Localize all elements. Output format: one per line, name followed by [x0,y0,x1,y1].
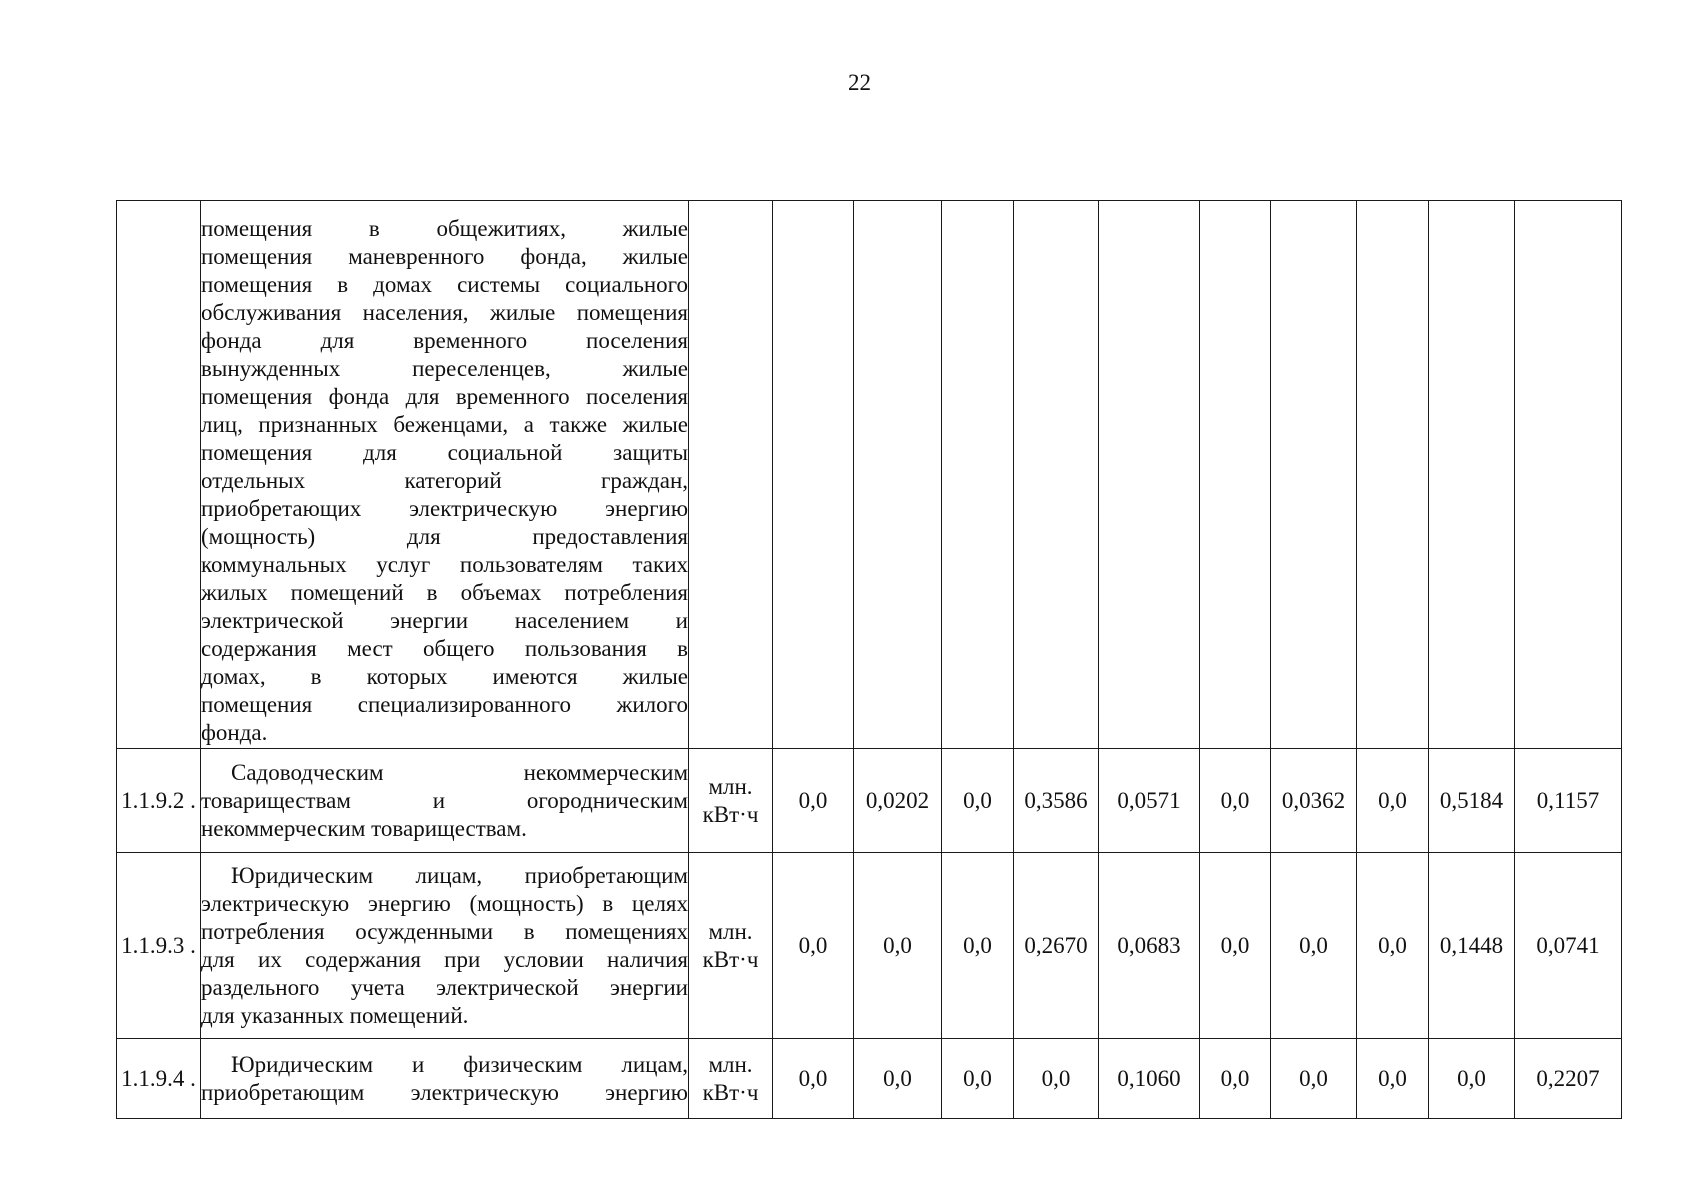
description-line: товариществам и огородническим [201,787,688,813]
description-line: помещения для социальной защиты [201,439,688,465]
value-cell: 0,0 [1200,1039,1271,1119]
value-cell: 0,0 [1200,853,1271,1039]
value-cell: 0,0 [1357,749,1429,853]
description-line: для указанных помещений. [201,1002,469,1028]
description-line: помещения в общежитиях, жилые [201,215,688,241]
value-cell [942,201,1014,749]
value-cell [1200,201,1271,749]
description-line: коммунальных услуг пользователям таких [201,551,688,577]
row-description [201,201,689,749]
value-cell: 0,2670 [1014,853,1099,1039]
description-line: Юридическим лицам, приобретающим [231,862,688,888]
value-cell: 0,0 [773,853,854,1039]
value-cell: 0,0 [1200,749,1271,853]
description-line: отдельных категорий граждан, [201,467,688,493]
description-line: фонда для временного поселения [201,327,688,353]
table-row [117,853,1622,1039]
description-line: вынужденных переселенцев, жилые [201,355,688,381]
unit-cell: млн. кВт·ч [689,749,773,853]
value-cell: 0,0 [942,749,1014,853]
description-line: помещения фонда для временного поселения [201,383,688,409]
value-cell: 0,0202 [854,749,942,853]
description-line: Садоводческим некоммерческим [231,759,688,785]
value-cell: 0,0 [773,749,854,853]
unit-cell: млн. кВт·ч [689,853,773,1039]
value-cell: 0,0 [1014,1039,1099,1119]
value-cell [1014,201,1099,749]
unit-cell [689,201,773,749]
row-number [117,201,201,749]
description-line: жилых помещений в объемах потребления [201,579,688,605]
value-cell: 0,0 [1357,853,1429,1039]
table-row [117,749,1622,853]
value-cell [1271,201,1357,749]
description-line: Юридическим и физическим лицам, [231,1051,688,1077]
description-line: для их содержания при условии наличия [201,946,688,972]
description-line: фонда. [201,719,268,745]
value-cell: 0,0 [854,853,942,1039]
value-cell: 0,0 [1429,1039,1515,1119]
value-cell: 0,0 [773,1039,854,1119]
value-cell [1357,201,1429,749]
row-description [201,749,689,853]
description-line: помещения специализированного жилого [201,691,688,717]
description-line: обслуживания населения, жилые помещения [201,299,688,325]
description-line: приобретающим электрическую энергию [201,1079,688,1105]
row-number: 1.1.9.3 . [117,853,201,1039]
unit-cell: млн. кВт·ч [689,1039,773,1119]
row-number: 1.1.9.4 . [117,1039,201,1119]
value-cell [854,201,942,749]
description-line: домах, в которых имеются жилые [201,663,688,689]
value-cell: 0,0 [1357,1039,1429,1119]
tariff-table [116,200,1622,1119]
description-line: электрическую энергию (мощность) в целях [201,890,688,916]
description-line: лиц, признанных беженцами, а также жилые [201,411,688,437]
page-number: 22 [848,70,871,95]
value-cell [1099,201,1200,749]
table-row [117,1039,1622,1119]
value-cell [773,201,854,749]
value-cell: 0,1448 [1429,853,1515,1039]
description-line: раздельного учета электрической энергии [201,974,688,1000]
value-cell: 0,0 [1271,1039,1357,1119]
table-row [117,201,1622,749]
description-line: приобретающих электрическую энергию [201,495,688,521]
row-number: 1.1.9.2 . [117,749,201,853]
value-cell [1515,201,1622,749]
description-line: электрической энергии населением и [201,607,688,633]
description-line: содержания мест общего пользования в [201,635,688,661]
value-cell: 0,0741 [1515,853,1622,1039]
value-cell: 0,3586 [1014,749,1099,853]
value-cell: 0,0 [942,853,1014,1039]
value-cell: 0,0683 [1099,853,1200,1039]
value-cell: 0,0 [1271,853,1357,1039]
value-cell: 0,0571 [1099,749,1200,853]
row-description [201,1039,689,1119]
description-line: (мощность) для предоставления [201,523,688,549]
value-cell: 0,2207 [1515,1039,1622,1119]
value-cell: 0,0 [854,1039,942,1119]
value-cell: 0,1060 [1099,1039,1200,1119]
value-cell: 0,0362 [1271,749,1357,853]
row-description [201,853,689,1039]
description-line: помещения маневренного фонда, жилые [201,243,688,269]
value-cell [1429,201,1515,749]
value-cell: 0,1157 [1515,749,1622,853]
value-cell: 0,0 [942,1039,1014,1119]
description-line: некоммерческим товариществам. [201,815,527,841]
description-line: помещения в домах системы социального [201,271,688,297]
description-line: потребления осужденными в помещениях [201,918,688,944]
value-cell: 0,5184 [1429,749,1515,853]
